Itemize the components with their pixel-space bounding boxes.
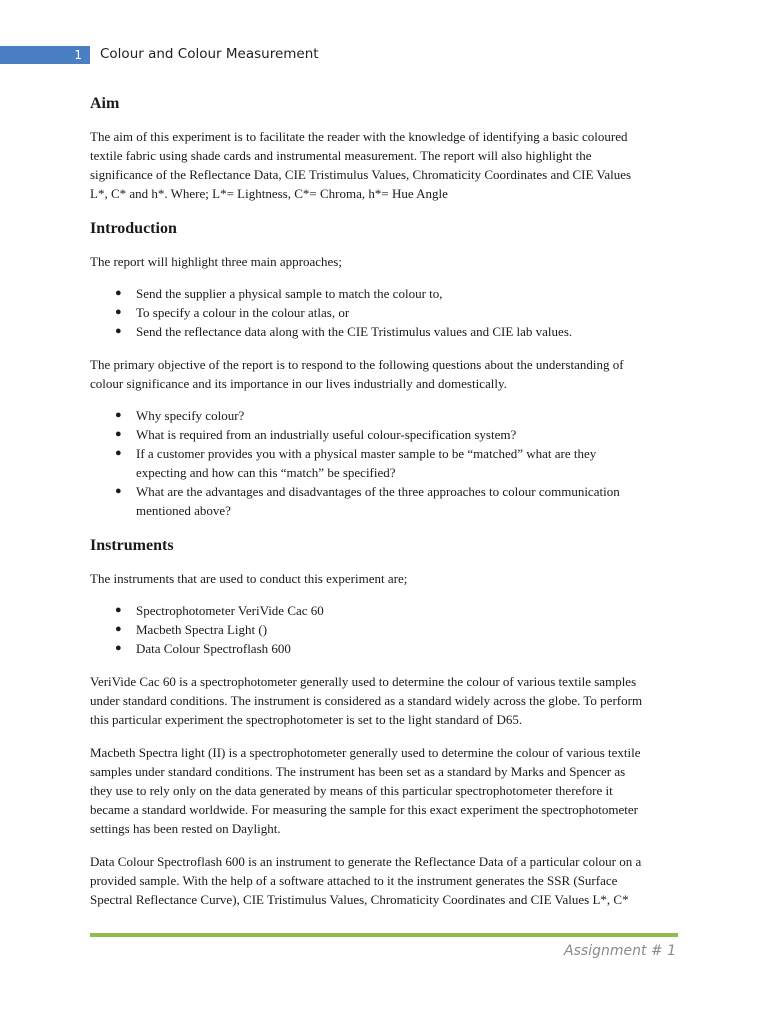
list-item: ● Send the supplier a physical sample to match the colour to, bbox=[115, 286, 443, 301]
list-item: ● If a customer provides you with a physical master sample to be “matched” what are they expecting and how can this “match” be specified? bbox=[115, 446, 597, 480]
instruments-intro: The instruments that are used to conduct this experiment are; bbox=[90, 571, 408, 586]
list-item: ● Spectrophotometer VeriVide Cac 60 bbox=[115, 603, 324, 618]
list-item: ● To specify a colour in the colour atlas, or bbox=[115, 305, 350, 320]
introduction-intro: The report will highlight three main approaches; bbox=[90, 254, 342, 269]
instruments-heading: Instruments bbox=[90, 537, 174, 554]
list-item: ● What is required from an industrially useful colour-specification system? bbox=[115, 427, 517, 442]
datacolour-paragraph: Data Colour Spectroflash 600 is an instrument to generate the Reflectance Data of a particular colour on a provided sample. With the help of a software attached to it the instrument generates the SSR (Surface Spectral Reflectance Curve), CIE Tristimulus Values, Chromaticity Coordinates and CIE Values L*, C* bbox=[90, 854, 642, 907]
aim-line: significance of the Reflectance Data, CIE Tristimulus Values, Chromaticity Coordinates and CIE Values bbox=[90, 167, 632, 182]
list-item: ● What are the advantages and disadvantages of the three approaches to colour communication mentioned above? bbox=[115, 484, 620, 518]
list-item: ● Macbeth Spectra Light () bbox=[115, 622, 268, 637]
approaches-list bbox=[90, 284, 678, 341]
questions-list bbox=[90, 406, 678, 520]
bullet-icon: ● bbox=[115, 447, 122, 459]
bullet-icon: ● bbox=[115, 485, 122, 497]
instruments-list bbox=[90, 601, 678, 658]
bullet-icon: ● bbox=[115, 642, 122, 654]
aim-line: textile fabric using shade cards and instrumental measurement. The report will also highlight the bbox=[90, 148, 592, 163]
aim-paragraph bbox=[90, 127, 678, 203]
bullet-icon: ● bbox=[115, 428, 122, 440]
bullet-icon: ● bbox=[115, 409, 122, 421]
introduction-heading: Introduction bbox=[90, 220, 177, 237]
verivide-paragraph: VeriVide Cac 60 is a spectrophotometer generally used to determine the colour of various textile samples under standard conditions. The instrument is considered as a standard widely across the globe. To perform this particular experiment the spectrophotometer is set to the light standard of D65. bbox=[90, 674, 643, 727]
document-header-title: Colour and Colour Measurement bbox=[100, 46, 319, 62]
document-body bbox=[90, 92, 678, 909]
footer-label: Assignment # 1 bbox=[564, 943, 676, 959]
page-number: 1 bbox=[74, 48, 82, 62]
list-item: ● Data Colour Spectroflash 600 bbox=[115, 641, 291, 656]
footer-rule bbox=[90, 933, 678, 937]
aim-line: The aim of this experiment is to facilitate the reader with the knowledge of identifying a basic coloured bbox=[90, 129, 628, 144]
objective-paragraph: The primary objective of the report is to respond to the following questions about the understanding of colour significance and its importance in our lives industrially and domestically. bbox=[90, 357, 624, 391]
macbeth-paragraph: Macbeth Spectra light (II) is a spectrophotometer generally used to determine the colour of various textile samples under standard conditions. The instrument has been set as a standard by Marks and Spencer as they use to rely only on the data generated by means of this particular spectrophotometer therefore it became a standard worldwide. For measuring the sample for this exact experiment the spectrophotometer settings has been rested on Daylight. bbox=[90, 745, 641, 836]
aim-heading: Aim bbox=[90, 95, 120, 112]
bullet-icon: ● bbox=[115, 306, 122, 318]
list-item: ● Send the reflectance data along with the CIE Tristimulus values and CIE lab values. bbox=[115, 324, 573, 339]
aim-line: L*, C* and h*. Where; L*= Lightness, C*= Chroma, h*= Hue Angle bbox=[90, 186, 448, 201]
list-item: ● Why specify colour? bbox=[115, 408, 245, 423]
bullet-icon: ● bbox=[115, 623, 122, 635]
bullet-icon: ● bbox=[115, 287, 122, 299]
bullet-icon: ● bbox=[115, 325, 122, 337]
bullet-icon: ● bbox=[115, 604, 122, 616]
